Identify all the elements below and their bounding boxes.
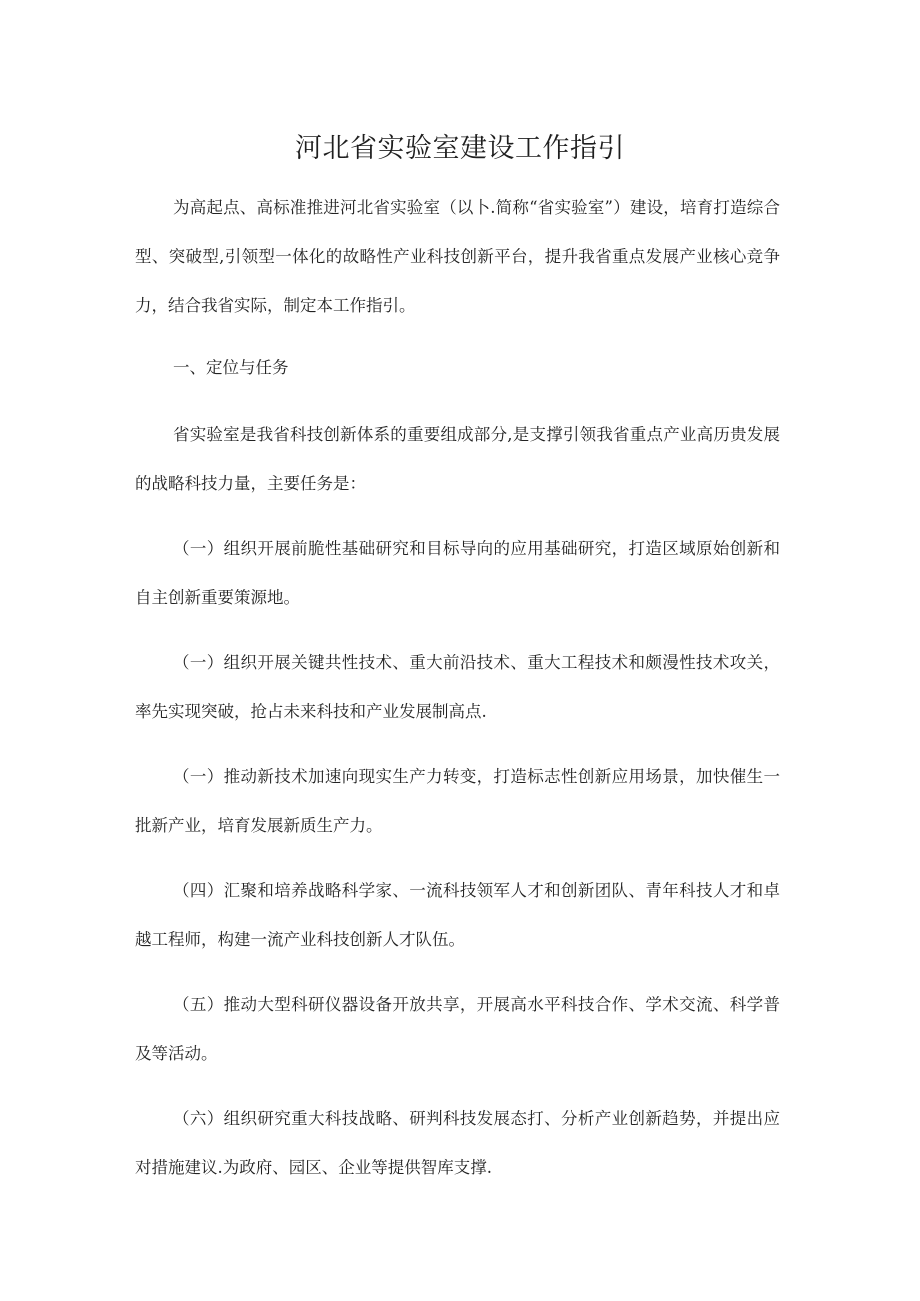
task-item-1: （一）组织开展前脆性基础研究和目标导向的应用基础研究，打造区域原始创新和自主创新重要策源地。 [135,539,780,607]
task-item-4: （四）汇聚和培养战略科学家、一流科技领军人才和创新团队、青年科技人才和卓越工程师，构建一流产业科技创新人才队伍。 [135,881,780,949]
task-item-5: （五）推动大型科研仪器设备开放共享，开展高水平科技合作、学术交流、科学普及等活动。 [135,995,780,1063]
section-intro-paragraph: 省实验室是我省科技创新体系的重要组成部分,是支撑引领我省重点产业高历贵发展的战略科技力量，主要任务是： [135,425,780,493]
section-heading: 一、定位与任务 [173,358,289,377]
intro-paragraph: 为高起点、高标准推进河北省实验室（以卜.简称“省实验室”）建设，培育打造综合型、突破型,引领型一体化的故略性产业科技创新平台，提升我省重点发展产业核心竞争力，结合我省实际，制定本工作指引。 [135,198,780,315]
document-title: 河北省实验室建设工作指引 [295,133,625,164]
task-item-3: （一）推动新技术加速向现实生产力转变，打造标志性创新应用场景，加快催生一批新产业，培育发展新质生产力。 [135,767,780,835]
task-item-6: （六）组织研究重大科技战略、研判科技发展态打、分析产业创新趋势，并提出应对措施建议.为政府、园区、企业等提供智库支撑. [135,1109,780,1177]
task-item-2: （一）组织开展关键共性技术、重大前沿技术、重大工程技术和颇漫性技术攻关，率先实现突破，抢占未来科技和产业发展制高点. [135,653,780,721]
